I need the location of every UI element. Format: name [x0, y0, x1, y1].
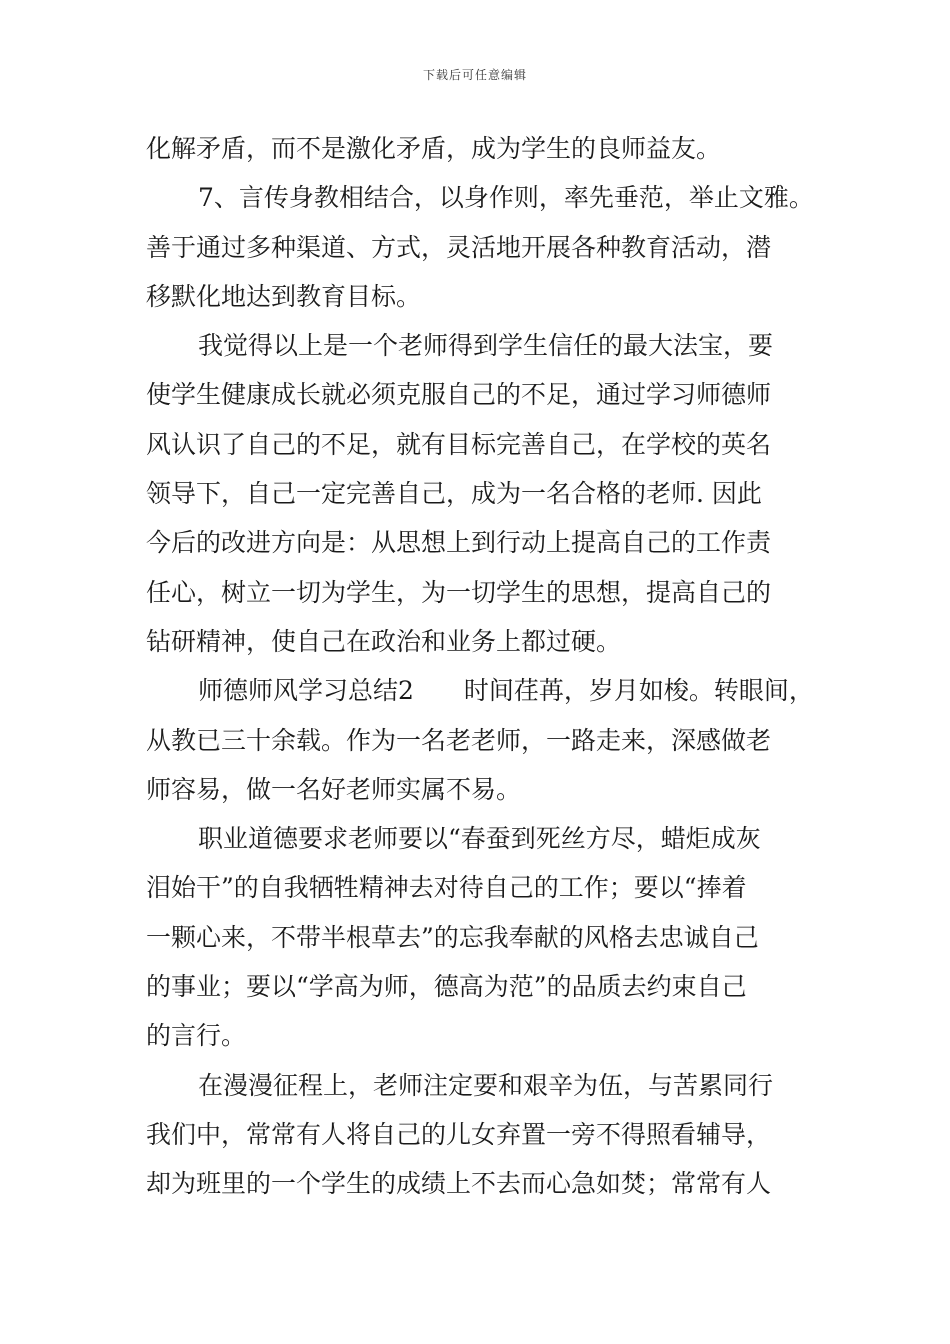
text-line: 钻研精神，使自己在政治和业务上都过硬。 — [146, 626, 622, 656]
text-line: 师容易，做一名好老师实属不易。 — [146, 774, 522, 804]
text-line: 风认识了自己的不足，就有目标完善自己，在学校的英名 — [146, 429, 772, 459]
text-line: 7、言传身教相结合，以身作则，率先垂范，举止文雅。 — [198, 183, 814, 213]
text-line: 任心，树立一切为学生，为一切学生的思想，提高自己的 — [146, 577, 772, 607]
text-line: 的言行。 — [146, 1021, 247, 1051]
text-line: 使学生健康成长就必须克服自己的不足，通过学习师德师 — [146, 380, 772, 410]
text-line: 领导下，自己一定完善自己，成为一名合格的老师. 因此 — [146, 479, 762, 509]
text-line: 善于通过多种渠道、方式，灵活地开展各种教育活动，潜 — [146, 232, 772, 262]
text-line: 移默化地达到教育目标。 — [146, 281, 422, 311]
text-line: 我们中，常常有人将自己的儿女弃置一旁不得照看辅导， — [146, 1119, 772, 1149]
text-line: 一颗心来，不带半根草去”的忘我奉献的风格去忠诚自己 — [146, 922, 759, 952]
text-line: 泪始干”的自我牺牲精神去对待自己的工作；要以“捧着 — [146, 873, 747, 903]
text-line: 在漫漫征程上，老师注定要和艰辛为伍，与苦累同行 — [198, 1070, 774, 1100]
text-line: 我觉得以上是一个老师得到学生信任的最大法宝，要 — [198, 331, 774, 361]
text-line: 却为班里的一个学生的成绩上不去而心急如焚；常常有人 — [146, 1169, 772, 1199]
text-line: 职业道德要求老师要以“春蚕到死丝方尽，蜡炬成灰 — [198, 824, 761, 854]
page-header: 下载后可任意编辑 — [422, 68, 527, 82]
body-text — [146, 124, 826, 1209]
text-line: 今后的改进方向是：从思想上到行动上提高自己的工作责 — [146, 528, 772, 558]
text-line: 从教已三十余载。作为一名老老师，一路走来，深感做老 — [146, 725, 772, 755]
text-line: 的事业；要以“学高为师，德高为范”的品质去约束自己 — [146, 972, 747, 1002]
text-line: 化解矛盾，而不是激化矛盾，成为学生的良师益友。 — [146, 134, 722, 163]
text-line: 师德师风学习总结2 时间荏苒，岁月如梭。转眼间， — [198, 676, 814, 706]
